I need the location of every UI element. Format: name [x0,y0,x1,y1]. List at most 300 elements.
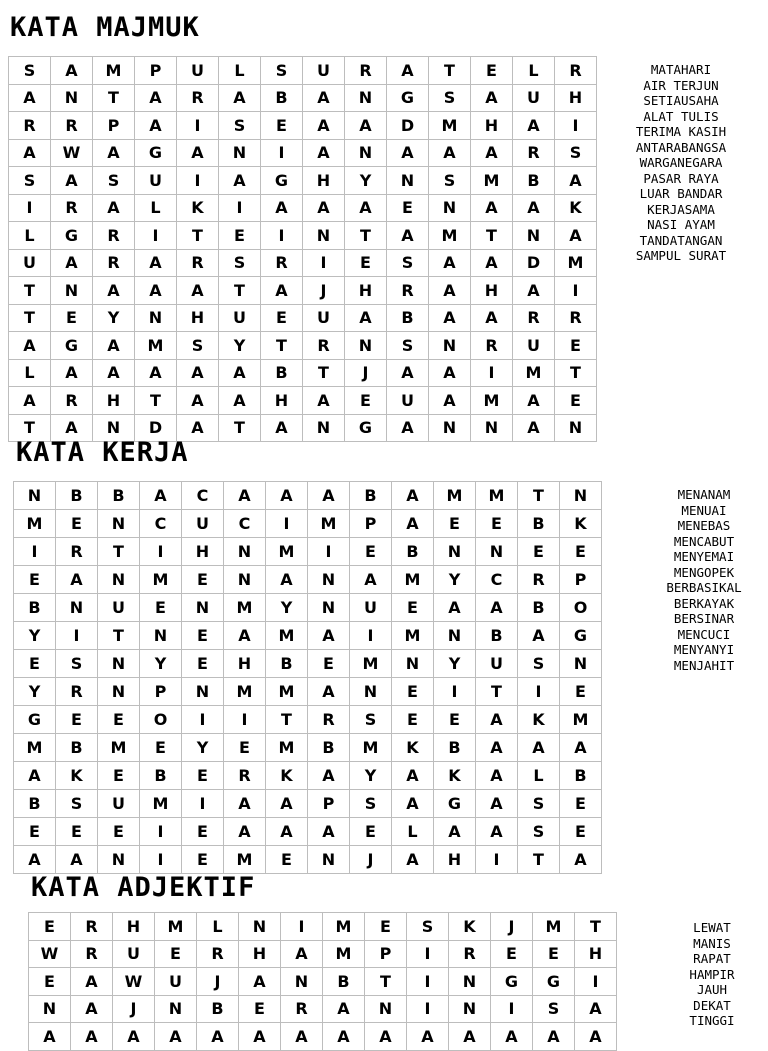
grid-cell: G [560,622,602,650]
grid-row [14,650,602,678]
grid-cell: E [29,968,71,996]
grid-cell: E [345,249,387,277]
grid-cell: A [303,112,345,140]
grid-cell: I [140,846,182,874]
grid-cell: A [9,139,51,167]
grid-cell: A [387,414,429,442]
grid-cell: T [93,84,135,112]
grid-cell: A [392,790,434,818]
grid-cell: N [345,139,387,167]
grid-cell: R [513,139,555,167]
grid-cell: I [518,678,560,706]
grid-cell: Y [93,304,135,332]
grid-cell: A [261,414,303,442]
grid-cell: E [533,940,575,968]
grid-cell: B [261,359,303,387]
grid-cell: G [51,332,93,360]
grid-cell: W [51,139,93,167]
grid-cell: A [471,139,513,167]
grid-cell: A [434,818,476,846]
grid-cell: U [513,332,555,360]
section-title-kata-kerja: KATA KERJA [16,437,189,468]
grid-cell: S [518,790,560,818]
grid-row [14,538,602,566]
grid-cell: I [224,706,266,734]
word-list-item: MENANAM [677,487,731,502]
grid-cell: M [434,482,476,510]
grid-cell: M [266,678,308,706]
grid-cell: E [560,538,602,566]
grid-cell: U [387,387,429,415]
grid-cell: L [392,818,434,846]
word-list-item: TINGGI [689,1013,735,1028]
grid-cell: R [224,762,266,790]
grid-cell: A [224,790,266,818]
grid-cell: K [177,194,219,222]
grid-cell: S [429,167,471,195]
grid-cell: N [429,194,471,222]
grid-cell: M [224,846,266,874]
grid-cell: A [14,846,56,874]
grid-cell: R [93,249,135,277]
grid-cell: A [471,194,513,222]
grid-cell: I [303,249,345,277]
grid-cell: A [518,734,560,762]
grid-cell: T [518,846,560,874]
grid-cell: A [308,678,350,706]
grid-cell: N [51,277,93,305]
grid-cell: T [365,968,407,996]
grid-cell: N [140,622,182,650]
grid-cell: E [98,818,140,846]
grid-cell: A [365,1023,407,1051]
grid-cell: A [392,482,434,510]
grid-cell: N [308,566,350,594]
grid-cell: H [93,387,135,415]
grid-cell: A [308,482,350,510]
grid-cell: A [476,706,518,734]
grid-cell: A [471,304,513,332]
grid-cell: A [387,359,429,387]
grid-cell: E [98,762,140,790]
grid-cell: R [555,304,597,332]
grid-cell: A [239,1023,281,1051]
grid-cell: A [266,566,308,594]
grid-cell: T [9,304,51,332]
grid-cell: E [392,706,434,734]
grid-cell: U [476,650,518,678]
grid-cell: M [350,734,392,762]
grid-cell: I [266,510,308,538]
grid-cell: S [261,57,303,85]
grid-cell: A [303,139,345,167]
grid-row [9,222,597,250]
grid-cell: D [513,249,555,277]
grid-cell: M [266,622,308,650]
grid-cell: B [98,482,140,510]
grid-cell: A [219,387,261,415]
grid-cell: M [140,566,182,594]
word-list-item: NASI AYAM [647,217,715,232]
grid-cell: N [98,846,140,874]
grid-cell: M [266,538,308,566]
grid-cell: Y [219,332,261,360]
grid-row [14,510,602,538]
grid-cell: E [56,818,98,846]
grid-cell: E [365,913,407,941]
grid-cell: M [135,332,177,360]
word-list-item: MENJAHIT [673,657,735,673]
grid-cell: B [513,167,555,195]
grid-cell: S [219,249,261,277]
grid-cell: M [513,359,555,387]
grid-cell: A [93,194,135,222]
grid-cell: U [350,594,392,622]
grid-cell: A [513,112,555,140]
grid-cell: A [308,622,350,650]
grid-cell: B [323,968,365,996]
grid-cell: E [471,57,513,85]
grid-row [14,762,602,790]
grid-cell: E [434,706,476,734]
grid-cell: T [135,387,177,415]
word-list-item: LEWAT [693,920,731,935]
grid-cell: T [219,277,261,305]
grid-cell: M [93,57,135,85]
grid-cell: Y [266,594,308,622]
grid-cell: G [533,968,575,996]
grid-cell: I [177,167,219,195]
grid-cell: S [518,650,560,678]
grid-cell: N [135,304,177,332]
section-title-kata-adjektif: KATA ADJEKTIF [31,872,256,903]
grid-cell: H [345,277,387,305]
grid-cell: B [14,790,56,818]
word-list-item: MENYANYI [673,642,735,657]
grid-cell: I [476,846,518,874]
word-list-item: DEKAT [693,997,731,1013]
word-list-item: MENGOPEK [673,564,735,580]
word-list-item: MENCUCI [677,626,731,642]
word-list-item: BERSINAR [673,611,735,626]
grid-cell: A [14,762,56,790]
grid-cell: M [429,112,471,140]
grid-cell: A [51,414,93,442]
grid-cell: I [177,112,219,140]
grid-cell: T [98,622,140,650]
grid-cell: H [177,304,219,332]
grid-cell: N [281,968,323,996]
word-list-item: LUAR BANDAR [639,186,723,201]
grid-cell: H [471,112,513,140]
grid-cell: L [135,194,177,222]
grid-cell: R [303,332,345,360]
grid-row [9,167,597,195]
grid-cell: I [140,818,182,846]
grid-cell: R [56,538,98,566]
grid-cell: T [303,359,345,387]
grid-cell: A [197,1023,239,1051]
grid-cell: N [98,510,140,538]
grid-cell: R [449,940,491,968]
grid-cell: N [182,594,224,622]
grid-cell: L [513,57,555,85]
grid-cell: A [239,968,281,996]
grid-cell: B [392,538,434,566]
grid-cell: A [513,414,555,442]
grid-cell: R [513,304,555,332]
grid-cell: E [387,194,429,222]
grid-cell: T [98,538,140,566]
grid-cell: U [303,57,345,85]
grid-cell: K [434,762,476,790]
grid-cell: M [224,678,266,706]
grid-cell: K [518,706,560,734]
grid-row [9,139,597,167]
grid-cell: M [14,510,56,538]
grid-cell: T [219,414,261,442]
grid-cell: H [182,538,224,566]
grid-cell: O [140,706,182,734]
grid-cell: A [71,1023,113,1051]
word-list-kata-adjektif [672,920,752,1029]
grid-cell: U [135,167,177,195]
grid-cell: N [555,414,597,442]
grid-cell: A [323,995,365,1023]
word-list-item: AIR TERJUN [643,77,719,93]
word-list-item: ALAT TULIS [643,108,719,124]
grid-cell: N [560,650,602,678]
grid-row [14,734,602,762]
grid-cell: A [387,222,429,250]
grid-cell: P [350,510,392,538]
grid-cell: M [14,734,56,762]
grid-cell: S [518,818,560,846]
grid-cell: S [93,167,135,195]
grid-cell: G [387,84,429,112]
grid-cell: A [281,1023,323,1051]
grid-cell: A [177,359,219,387]
grid-cell: N [471,414,513,442]
grid-cell: S [9,167,51,195]
grid-cell: A [449,1023,491,1051]
word-list-item: PASAR RAYA [643,170,719,186]
grid-row [9,387,597,415]
grid-cell: N [219,139,261,167]
grid-cell: G [51,222,93,250]
grid-cell: K [56,762,98,790]
grid-cell: M [323,913,365,941]
grid-cell: A [29,1023,71,1051]
grid-cell: L [219,57,261,85]
grid-cell: A [9,84,51,112]
grid-cell: A [177,139,219,167]
grid-row [9,249,597,277]
grid-cell: H [575,940,617,968]
grid-cell: T [471,222,513,250]
word-list-item: MANIS [693,935,731,951]
grid-cell: C [140,510,182,538]
grid-cell: N [98,678,140,706]
grid-cell: A [392,762,434,790]
grid-cell: A [224,482,266,510]
grid-cell: A [575,995,617,1023]
grid-cell: T [429,57,471,85]
grid-cell: A [555,167,597,195]
grid-cell: E [560,790,602,818]
grid-cell: M [392,566,434,594]
grid-cell: M [98,734,140,762]
grid-cell: A [476,594,518,622]
grid-row [14,566,602,594]
grid-cell: S [56,790,98,818]
grid-cell: E [56,706,98,734]
grid-cell: A [177,387,219,415]
grid-cell: J [197,968,239,996]
grid-cell: E [434,510,476,538]
grid-cell: A [9,332,51,360]
grid-cell: A [71,968,113,996]
grid-row [29,913,617,941]
word-list-item: TANDATANGAN [639,232,723,248]
grid-cell: S [429,84,471,112]
grid-cell: Y [140,650,182,678]
grid-cell: P [140,678,182,706]
grid-cell: Y [434,566,476,594]
grid-cell: S [350,706,392,734]
grid-cell: U [513,84,555,112]
grid-cell: E [476,510,518,538]
grid-cell: A [219,359,261,387]
grid-cell: A [429,249,471,277]
grid-cell: N [56,594,98,622]
grid-cell: Y [14,622,56,650]
grid-cell: A [429,387,471,415]
grid-cell: A [266,482,308,510]
grid-cell: E [182,818,224,846]
grid-cell: R [345,57,387,85]
grid-cell: I [14,538,56,566]
grid-cell: T [261,332,303,360]
grid-cell: A [350,566,392,594]
grid-cell: A [140,482,182,510]
grid-cell: E [555,387,597,415]
grid-cell: M [140,790,182,818]
grid-cell: A [555,222,597,250]
grid-cell: A [392,510,434,538]
grid-cell: A [93,139,135,167]
grid-cell: N [29,995,71,1023]
grid-cell: R [555,57,597,85]
grid-cell: A [224,818,266,846]
word-list-item: MENYEMAI [673,549,735,564]
grid-cell: Y [14,678,56,706]
grid-cell: M [266,734,308,762]
word-search-grid-kata-kerja [13,481,602,874]
grid-cell: H [303,167,345,195]
grid-cell: A [266,818,308,846]
grid-cell: A [429,304,471,332]
grid-cell: B [14,594,56,622]
grid-cell: I [261,222,303,250]
grid-cell: A [219,84,261,112]
grid-cell: A [429,277,471,305]
grid-cell: A [476,734,518,762]
grid-cell: U [98,594,140,622]
grid-cell: H [555,84,597,112]
grid-cell: N [239,913,281,941]
grid-cell: I [261,139,303,167]
word-list-item: JAUH [696,982,728,997]
grid-cell: I [281,913,323,941]
grid-cell: N [434,538,476,566]
grid-cell: R [51,194,93,222]
grid-cell: H [261,387,303,415]
grid-cell: A [56,566,98,594]
grid-cell: A [261,194,303,222]
grid-cell: A [323,1023,365,1051]
grid-cell: A [513,194,555,222]
word-list-kata-majmuk [608,62,754,264]
grid-row [9,84,597,112]
grid-cell: E [261,112,303,140]
grid-cell: R [93,222,135,250]
grid-cell: Y [434,650,476,678]
grid-cell: K [555,194,597,222]
grid-cell: E [392,594,434,622]
grid-cell: J [491,913,533,941]
grid-cell: R [177,84,219,112]
grid-cell: I [555,112,597,140]
grid-cell: I [575,968,617,996]
grid-cell: E [560,678,602,706]
grid-cell: E [14,650,56,678]
grid-cell: A [345,112,387,140]
grid-cell: A [93,277,135,305]
grid-cell: T [518,482,560,510]
grid-cell: I [308,538,350,566]
grid-cell: M [555,249,597,277]
grid-cell: H [113,913,155,941]
grid-cell: M [560,706,602,734]
word-list-item: SETIAUSAHA [643,93,719,108]
grid-cell: N [449,995,491,1023]
grid-cell: N [365,995,407,1023]
grid-cell: A [387,139,429,167]
grid-cell: E [140,594,182,622]
grid-cell: R [71,940,113,968]
grid-cell: A [429,139,471,167]
grid-cell: L [9,359,51,387]
grid-cell: N [345,84,387,112]
grid-cell: N [308,594,350,622]
grid-cell: A [303,387,345,415]
grid-cell: N [155,995,197,1023]
grid-cell: M [323,940,365,968]
word-list-item: MENCABUT [673,533,735,549]
grid-cell: A [281,940,323,968]
grid-cell: R [51,112,93,140]
grid-cell: A [155,1023,197,1051]
grid-cell: E [219,222,261,250]
grid-cell: N [560,482,602,510]
word-list-item: SAMPUL SURAT [635,248,727,263]
grid-cell: A [518,622,560,650]
grid-row [29,1023,617,1051]
grid-cell: N [93,414,135,442]
grid-cell: N [14,482,56,510]
grid-cell: A [135,277,177,305]
